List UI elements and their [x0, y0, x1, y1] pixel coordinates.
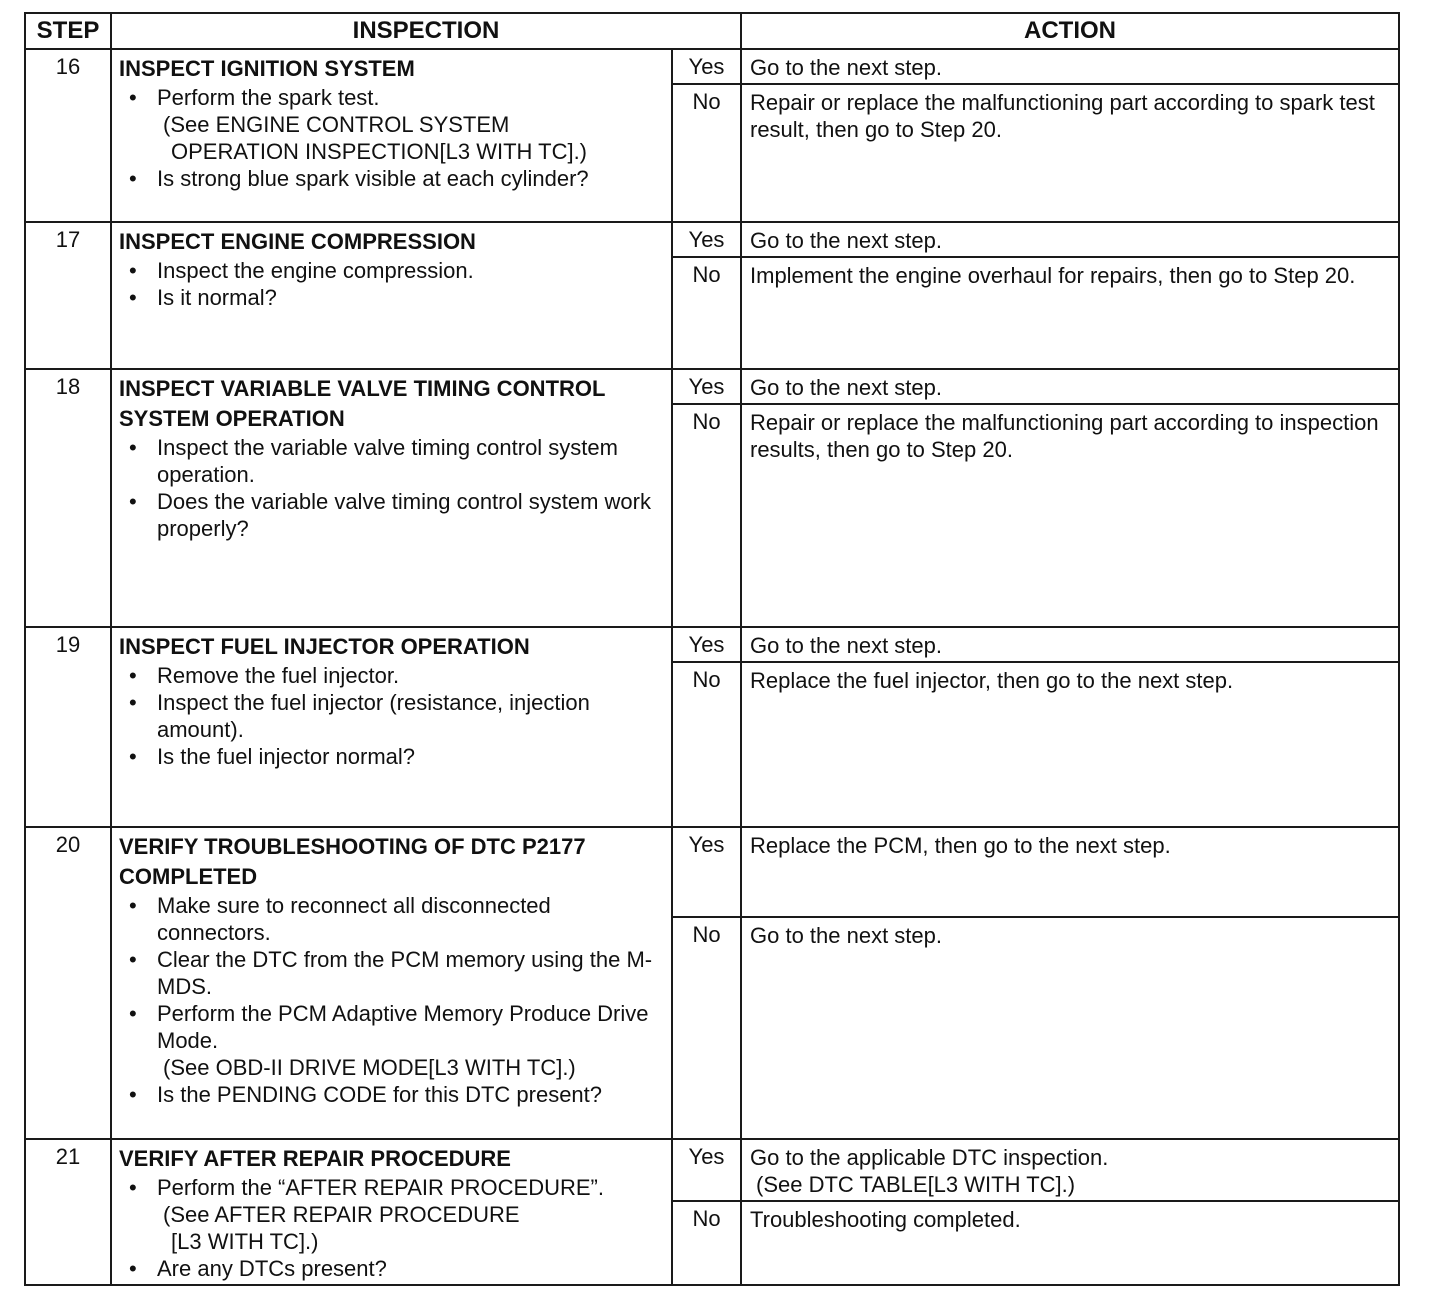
inspection-bullet: • Is the PENDING CODE for this DTC present?	[119, 1081, 665, 1108]
troubleshooting-table	[24, 12, 1400, 1286]
inspection-bullets	[119, 892, 665, 1108]
inspection-cell	[111, 1139, 672, 1285]
step-number: 20	[25, 827, 111, 1139]
yes-action: Go to the next step.	[741, 49, 1399, 84]
no-label: No	[672, 84, 741, 222]
step-16-yes-row	[25, 49, 1399, 84]
header-row	[25, 13, 1399, 49]
yes-label: Yes	[672, 222, 741, 257]
step-number: 19	[25, 627, 111, 827]
no-action: Troubleshooting completed.	[741, 1201, 1399, 1285]
step-17-yes-row	[25, 222, 1399, 257]
inspection-bullet: • Perform the spark test. (See ENGINE CONTROL SYSTEM OPERATION INSPECTION[L3 WITH TC].)	[119, 84, 665, 165]
step-number: 21	[25, 1139, 111, 1285]
inspection-bullet: • Is it normal?	[119, 284, 665, 311]
no-label: No	[672, 404, 741, 627]
inspection-bullet: • Does the variable valve timing control system work properly?	[119, 488, 665, 542]
yes-label: Yes	[672, 1139, 741, 1201]
yes-action: Replace the PCM, then go to the next step.	[741, 827, 1399, 917]
reference-note-cont: OPERATION INSPECTION[L3 WITH TC].)	[171, 139, 588, 164]
header-step: STEP	[25, 13, 111, 49]
inspection-bullet: • Is the fuel injector normal?	[119, 743, 665, 770]
inspection-cell	[111, 222, 672, 369]
yes-label: Yes	[672, 49, 741, 84]
no-action: Repair or replace the malfunctioning part according to inspection results, then go to Step 20.	[741, 404, 1399, 627]
inspection-bullet: • Perform the “AFTER REPAIR PROCEDURE”. (See AFTER REPAIR PROCEDURE [L3 WITH TC].)	[119, 1174, 665, 1255]
step-18-yes-row	[25, 369, 1399, 404]
yes-label: Yes	[672, 627, 741, 662]
reference-note: (See DTC TABLE[L3 WITH TC].)	[756, 1172, 1076, 1197]
step-20-yes-row	[25, 827, 1399, 917]
inspection-bullets	[119, 257, 665, 311]
step-number: 16	[25, 49, 111, 222]
step-number: 17	[25, 222, 111, 369]
header-inspection: INSPECTION	[111, 13, 741, 49]
reference-note-cont: [L3 WITH TC].)	[171, 1229, 319, 1254]
step-19-yes-row	[25, 627, 1399, 662]
inspection-title: INSPECT ENGINE COMPRESSION	[119, 229, 476, 254]
inspection-title: INSPECT FUEL INJECTOR OPERATION	[119, 634, 530, 659]
inspection-bullet: • Is strong blue spark visible at each cylinder?	[119, 165, 665, 192]
inspection-title: VERIFY TROUBLESHOOTING OF DTC P2177 COMPLETED	[119, 834, 586, 889]
inspection-title: INSPECT IGNITION SYSTEM	[119, 56, 415, 81]
no-action: Go to the next step.	[741, 917, 1399, 1139]
reference-note: (See AFTER REPAIR PROCEDURE	[163, 1202, 520, 1227]
yes-label: Yes	[672, 369, 741, 404]
inspection-bullets	[119, 662, 665, 770]
inspection-bullet: • Make sure to reconnect all disconnected connectors.	[119, 892, 665, 946]
inspection-bullets	[119, 84, 665, 192]
troubleshooting-document	[24, 12, 1398, 1284]
inspection-bullet: • Inspect the variable valve timing control system operation.	[119, 434, 665, 488]
header-action: ACTION	[741, 13, 1399, 49]
step-21-yes-row	[25, 1139, 1399, 1201]
no-label: No	[672, 662, 741, 827]
no-label: No	[672, 917, 741, 1139]
inspection-bullet: • Are any DTCs present?	[119, 1255, 665, 1282]
inspection-bullet: • Inspect the fuel injector (resistance, injection amount).	[119, 689, 665, 743]
no-label: No	[672, 257, 741, 369]
reference-note: (See ENGINE CONTROL SYSTEM	[163, 112, 510, 137]
yes-action: Go to the next step.	[741, 222, 1399, 257]
inspection-cell	[111, 627, 672, 827]
no-action: Replace the fuel injector, then go to the next step.	[741, 662, 1399, 827]
inspection-bullet: • Clear the DTC from the PCM memory using the M-MDS.	[119, 946, 665, 1000]
no-action: Implement the engine overhaul for repairs, then go to Step 20.	[741, 257, 1399, 369]
inspection-cell	[111, 827, 672, 1139]
inspection-title: INSPECT VARIABLE VALVE TIMING CONTROL SYSTEM OPERATION	[119, 376, 606, 431]
inspection-bullet: • Remove the fuel injector.	[119, 662, 665, 689]
yes-action: Go to the next step.	[741, 627, 1399, 662]
yes-action-text: Go to the applicable DTC inspection.	[750, 1145, 1109, 1170]
inspection-bullet: • Perform the PCM Adaptive Memory Produce Drive Mode. (See OBD-II DRIVE MODE[L3 WITH TC].)	[119, 1000, 665, 1081]
reference-note: (See OBD-II DRIVE MODE[L3 WITH TC].)	[163, 1055, 576, 1080]
no-label: No	[672, 1201, 741, 1285]
yes-label: Yes	[672, 827, 741, 917]
inspection-bullets	[119, 434, 665, 542]
no-action: Repair or replace the malfunctioning part according to spark test result, then go to Step 20.	[741, 84, 1399, 222]
yes-action: Go to the next step.	[741, 369, 1399, 404]
inspection-bullet: • Inspect the engine compression.	[119, 257, 665, 284]
step-number: 18	[25, 369, 111, 627]
inspection-cell	[111, 49, 672, 222]
inspection-title: VERIFY AFTER REPAIR PROCEDURE	[119, 1146, 511, 1171]
inspection-cell	[111, 369, 672, 627]
inspection-bullets	[119, 1174, 665, 1282]
yes-action	[741, 1139, 1399, 1201]
